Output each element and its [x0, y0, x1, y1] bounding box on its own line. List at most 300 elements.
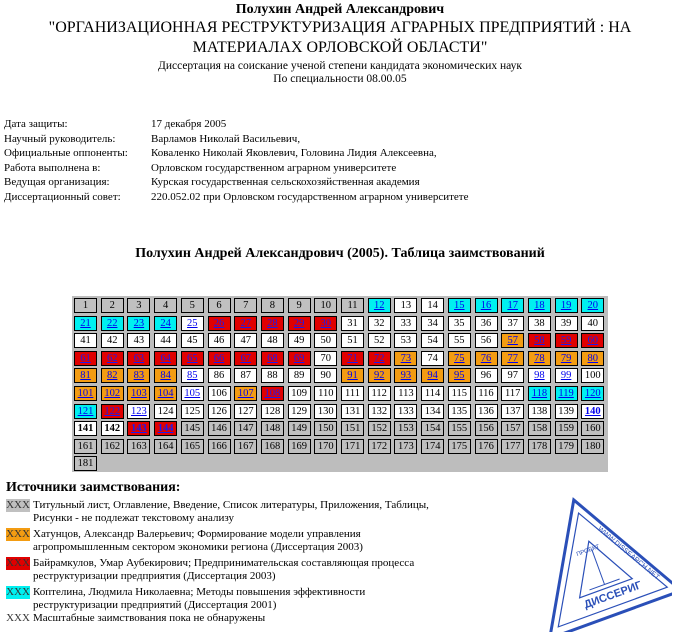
- page-cell: [448, 421, 471, 436]
- page-link-cell[interactable]: [448, 298, 471, 313]
- page-number: 128: [264, 405, 281, 417]
- borrowing-table-heading: Полухин Андрей Александрович (2005). Таблица заимствований: [135, 246, 545, 261]
- page-number: 136: [478, 405, 494, 417]
- page-link-cell[interactable]: [101, 368, 124, 383]
- page-link-cell[interactable]: [101, 316, 124, 331]
- page-cell: [501, 386, 524, 401]
- page-cell: [314, 439, 337, 454]
- legend-line-2: реструктуризации предприятия (Диссертация 2003): [33, 570, 276, 582]
- page-cell: [475, 368, 498, 383]
- page-link-cell[interactable]: [581, 298, 604, 313]
- page-link-cell[interactable]: [154, 316, 177, 331]
- page-number[interactable]: 24: [160, 317, 171, 329]
- page-link-cell[interactable]: [74, 316, 97, 331]
- page-link-cell[interactable]: [501, 333, 524, 348]
- page-number[interactable]: 18: [534, 300, 545, 311]
- page-number: 109: [291, 388, 307, 399]
- page-number[interactable]: 65: [187, 352, 198, 364]
- page-link-cell[interactable]: [528, 386, 551, 401]
- page-cell: [261, 333, 284, 348]
- page-link-cell[interactable]: [234, 316, 257, 331]
- page-link-cell[interactable]: [368, 368, 391, 383]
- page-link-cell[interactable]: [448, 368, 471, 383]
- page-number: 171: [344, 440, 361, 452]
- page-cell: [314, 404, 337, 419]
- page-number[interactable]: 73: [400, 352, 412, 364]
- page-number[interactable]: 58: [534, 335, 545, 347]
- page-number: 41: [80, 335, 91, 347]
- page-number[interactable]: 63: [133, 352, 145, 364]
- legend-text: [33, 557, 533, 583]
- page-number: 146: [211, 423, 227, 435]
- page-cell: [421, 421, 444, 436]
- page-number: 126: [211, 405, 227, 417]
- page-link-cell[interactable]: [368, 298, 391, 313]
- page-cell: [528, 421, 551, 436]
- page-cell: [394, 386, 417, 401]
- page-link-cell[interactable]: [555, 298, 578, 313]
- page-number[interactable]: 76: [480, 352, 492, 364]
- page-number: 88: [267, 370, 278, 382]
- page-number[interactable]: 62: [106, 352, 118, 364]
- page-cell: [581, 421, 604, 436]
- page-number: 8: [269, 300, 276, 311]
- page-number: 87: [240, 370, 251, 382]
- legend-text: [33, 528, 533, 554]
- page-number: 137: [504, 405, 521, 417]
- page-number[interactable]: 29: [293, 317, 305, 329]
- page-cell: [101, 298, 124, 313]
- info-label: Ведущая организация:: [4, 176, 110, 188]
- page-number[interactable]: 98: [534, 370, 545, 382]
- page-number[interactable]: 122: [104, 405, 121, 417]
- page-cell: [181, 439, 204, 454]
- page-cell: [288, 333, 311, 348]
- page-cell: [261, 421, 284, 436]
- page-number: 35: [454, 317, 465, 329]
- page-number[interactable]: 21: [80, 317, 91, 329]
- page-cell: [501, 421, 524, 436]
- page-number[interactable]: 144: [157, 423, 174, 435]
- page-number: 7: [243, 300, 249, 311]
- page-number[interactable]: 118: [531, 388, 548, 399]
- page-link-cell[interactable]: [127, 404, 150, 419]
- page-link-cell[interactable]: [181, 368, 204, 383]
- page-number: 74: [427, 352, 438, 364]
- page-number[interactable]: 94: [427, 370, 438, 382]
- page-link-cell[interactable]: [555, 386, 578, 401]
- page-number: 131: [344, 405, 361, 417]
- page-number[interactable]: 105: [184, 388, 201, 399]
- legend-text: [33, 499, 533, 525]
- page-cell: [288, 404, 311, 419]
- page-number: 160: [584, 423, 601, 435]
- page-link-cell[interactable]: [208, 316, 231, 331]
- page-cell: [448, 404, 471, 419]
- page-number: 175: [451, 440, 468, 452]
- page-link-cell[interactable]: [314, 316, 337, 331]
- page-number: 45: [187, 335, 198, 347]
- legend-swatch: XXX: [6, 557, 30, 569]
- page-number: 130: [317, 405, 334, 417]
- info-label: Дата защиты:: [4, 118, 68, 130]
- page-number: 116: [478, 388, 494, 399]
- page-number: 133: [398, 405, 414, 417]
- page-number: 56: [480, 335, 492, 347]
- page-cell: [555, 316, 578, 331]
- page-link-cell[interactable]: [261, 351, 284, 366]
- info-row: [4, 118, 468, 133]
- page-link-cell[interactable]: [74, 404, 97, 419]
- page-number: 134: [424, 405, 441, 417]
- page-number[interactable]: 66: [213, 352, 225, 364]
- page-link-cell[interactable]: [555, 351, 578, 366]
- page-link-cell[interactable]: [101, 351, 124, 366]
- page-cell: [234, 333, 257, 348]
- info-value: Коваленко Николай Яковлевич, Головина Лидия Алексеевна,: [151, 147, 437, 159]
- page-number: 168: [264, 440, 281, 452]
- page-number[interactable]: 140: [584, 405, 601, 417]
- page-number: 150: [317, 423, 334, 435]
- page-number: 154: [424, 423, 441, 435]
- page-link-cell[interactable]: [528, 351, 551, 366]
- page-link-cell[interactable]: [154, 351, 177, 366]
- page-cell: [314, 298, 337, 313]
- page-number[interactable]: 103: [131, 388, 147, 399]
- page-number: 2: [109, 300, 115, 311]
- page-number[interactable]: 19: [560, 300, 572, 311]
- page-number: 125: [184, 405, 201, 417]
- legend-swatch: XXX: [6, 612, 30, 624]
- page-number[interactable]: 91: [347, 370, 358, 382]
- page-number: 149: [291, 423, 307, 435]
- info-value: Варламов Николай Васильевич,: [151, 132, 301, 145]
- page-number[interactable]: 78: [534, 352, 545, 364]
- page-cell: [421, 316, 444, 331]
- page-cell: [234, 404, 257, 419]
- legend-text: [33, 612, 533, 625]
- page-link-cell[interactable]: [234, 351, 257, 366]
- page-number: 173: [398, 440, 414, 452]
- page-cell: [368, 439, 391, 454]
- page-cell: [314, 386, 337, 401]
- legend-line-2: агропромышленным сектором экономики региона (Диссертация 2003): [33, 541, 363, 553]
- page-link-cell[interactable]: [581, 351, 604, 366]
- page-number[interactable]: 83: [133, 370, 145, 382]
- info-row: [4, 176, 468, 191]
- page-link-cell[interactable]: [154, 368, 177, 383]
- page-number: 97: [507, 370, 518, 382]
- legend-line-1: Байрамкулов, Умар Аубекирович; Предпринимательская составляющая процесса: [33, 557, 415, 569]
- page-number: 37: [507, 317, 518, 329]
- legend-line-1: Коптелина, Людмила Николаевна; Методы повышения эффективности: [33, 586, 366, 598]
- page-number[interactable]: 68: [267, 352, 278, 364]
- page-number[interactable]: 57: [507, 335, 518, 347]
- page-link-cell[interactable]: [501, 298, 524, 313]
- page-link-cell[interactable]: [421, 368, 444, 383]
- page-number[interactable]: 102: [104, 388, 121, 399]
- page-link-cell[interactable]: [127, 386, 150, 401]
- page-number: 155: [451, 423, 468, 435]
- page-number[interactable]: 121: [77, 405, 94, 417]
- page-number[interactable]: 77: [507, 352, 518, 364]
- page-number[interactable]: 143: [131, 423, 147, 435]
- page-number: 1: [82, 300, 89, 311]
- sources-title: Источники заимствования:: [6, 480, 181, 495]
- page-cell: [581, 439, 604, 454]
- page-link-cell[interactable]: [581, 386, 604, 401]
- page-number[interactable]: 59: [560, 335, 572, 347]
- page-cell: [74, 298, 97, 313]
- page-cell: [394, 439, 417, 454]
- page-link-cell[interactable]: [127, 421, 150, 436]
- page-number[interactable]: 92: [373, 370, 385, 382]
- page-number[interactable]: 15: [454, 300, 465, 311]
- page-number[interactable]: 75: [454, 352, 465, 364]
- page-cell: [555, 421, 578, 436]
- page-number: 70: [320, 352, 332, 364]
- page-link-cell[interactable]: [475, 298, 498, 313]
- page-number: 54: [427, 335, 438, 347]
- page-number[interactable]: 64: [160, 352, 171, 364]
- page-number: 86: [213, 370, 225, 382]
- page-cell: [101, 439, 124, 454]
- page-number: 96: [480, 370, 492, 382]
- title-line-1: "ОРГАНИЗАЦИОННАЯ РЕСТРУКТУРИЗАЦИЯ АГРАРНЫХ ПРЕДПРИЯТИЙ : НА: [48, 19, 632, 36]
- page-number[interactable]: 85: [187, 370, 198, 382]
- page-cell: [475, 316, 498, 331]
- page-cell: [394, 404, 417, 419]
- page-link-cell[interactable]: [581, 404, 604, 419]
- page-link-cell[interactable]: [127, 368, 150, 383]
- page-cell: [261, 404, 284, 419]
- page-link-cell[interactable]: [501, 351, 524, 366]
- page-number[interactable]: 16: [480, 300, 492, 311]
- borrowing-grid: [72, 296, 608, 472]
- page-number[interactable]: 17: [507, 300, 518, 311]
- page-cell: [74, 456, 97, 471]
- page-cell: [475, 439, 498, 454]
- page-cell: [208, 439, 231, 454]
- page-number[interactable]: 119: [558, 388, 574, 399]
- page-link-cell[interactable]: [181, 351, 204, 366]
- page-number[interactable]: 99: [560, 370, 572, 382]
- page-link-cell[interactable]: [288, 316, 311, 331]
- page-link-cell[interactable]: [74, 351, 97, 366]
- page-number[interactable]: 101: [77, 388, 94, 399]
- page-number[interactable]: 30: [320, 317, 332, 329]
- page-number: 157: [504, 423, 521, 435]
- page-number[interactable]: 81: [80, 370, 91, 382]
- info-value: Курская государственная сельскохозяйственная академия: [151, 176, 420, 188]
- page-number: 180: [584, 440, 601, 452]
- specialty-line: По специальности 08.00.05: [273, 73, 407, 85]
- page-cell: [501, 368, 524, 383]
- page-number: 33: [400, 317, 412, 329]
- page-number: 52: [373, 335, 385, 347]
- page-cell: [368, 421, 391, 436]
- page-number: 47: [240, 335, 251, 347]
- page-number[interactable]: 95: [454, 370, 465, 382]
- info-value: Орловском государственном аграрном университете: [151, 161, 397, 174]
- title-line-2: МАТЕРИАЛАХ ОРЛОВСКОЙ ОБЛАСТИ": [192, 39, 488, 56]
- page-link-cell[interactable]: [74, 368, 97, 383]
- page-cell: [101, 333, 124, 348]
- page-cell: [475, 421, 498, 436]
- page-cell: [581, 316, 604, 331]
- page-cell: [127, 333, 150, 348]
- page-link-cell[interactable]: [154, 421, 177, 436]
- page-number[interactable]: 71: [347, 352, 358, 364]
- page-number[interactable]: 79: [560, 352, 572, 364]
- page-link-cell[interactable]: [341, 351, 364, 366]
- page-number: 38: [534, 317, 545, 329]
- page-cell: [341, 316, 364, 331]
- page-link-cell[interactable]: [101, 386, 124, 401]
- page-number: 158: [531, 423, 548, 435]
- page-cell: [448, 333, 471, 348]
- page-cell: [421, 298, 444, 313]
- dissearch-stamp-logo: [520, 490, 672, 632]
- page-link-cell[interactable]: [181, 386, 204, 401]
- page-link-cell[interactable]: [234, 386, 257, 401]
- page-number: 10: [320, 300, 332, 311]
- page-link-cell[interactable]: [448, 351, 471, 366]
- info-value: 220.052.02 при Орловском государственном аграрном университете: [151, 190, 469, 203]
- page-number[interactable]: 93: [400, 370, 412, 382]
- page-number[interactable]: 60: [587, 335, 599, 347]
- page-number: 113: [398, 388, 414, 399]
- page-link-cell[interactable]: [288, 351, 311, 366]
- page-cell: [528, 316, 551, 331]
- page-cell: [181, 298, 204, 313]
- legend-line-2: реструктуризации предприятий (Диссертация 2001): [33, 599, 277, 611]
- stamp-small-text: ПРОЕКТ: [575, 544, 601, 559]
- page-link-cell[interactable]: [368, 351, 391, 366]
- page-cell: [288, 386, 311, 401]
- page-link-cell[interactable]: [208, 351, 231, 366]
- page-number: 164: [157, 440, 174, 452]
- page-cell: [181, 404, 204, 419]
- legend-line-1: Титульный лист, Оглавление, Введение, Список литературы, Приложения, Таблицы,: [33, 499, 429, 511]
- page-cell: [181, 333, 204, 348]
- page-cell: [314, 351, 337, 366]
- page-link-cell[interactable]: [528, 368, 551, 383]
- page-number: 162: [104, 440, 121, 452]
- page-cell: [368, 333, 391, 348]
- page-cell: [208, 298, 231, 313]
- page-cell: [208, 333, 231, 348]
- page-cell: [501, 404, 524, 419]
- page-number: 3: [136, 300, 142, 311]
- page-cell: [208, 404, 231, 419]
- page-cell: [341, 421, 364, 436]
- page-number: 138: [531, 405, 548, 417]
- page-cell: [475, 386, 498, 401]
- page-number[interactable]: 23: [133, 317, 145, 329]
- page-link-cell[interactable]: [261, 316, 284, 331]
- page-link-cell[interactable]: [181, 316, 204, 331]
- page-number[interactable]: 72: [373, 352, 385, 364]
- page-link-cell[interactable]: [74, 386, 97, 401]
- legend-swatch: XXX: [6, 528, 30, 540]
- page-link-cell[interactable]: [528, 333, 551, 348]
- page-cell: [368, 386, 391, 401]
- page-cell: [448, 386, 471, 401]
- page-number: 31: [347, 317, 358, 329]
- page-number[interactable]: 28: [267, 317, 278, 329]
- page-number[interactable]: 108: [264, 388, 281, 399]
- page-number[interactable]: 61: [80, 352, 91, 364]
- page-link-cell[interactable]: [261, 386, 284, 401]
- page-number[interactable]: 12: [373, 300, 385, 311]
- page-link-cell[interactable]: [154, 386, 177, 401]
- page-link-cell[interactable]: [394, 351, 417, 366]
- page-number: 5: [189, 300, 195, 311]
- legend-line-1: Хатунцов, Александр Валерьевич; Формирование модели управления: [33, 528, 361, 540]
- page-link-cell[interactable]: [475, 351, 498, 366]
- page-number[interactable]: 20: [587, 300, 599, 311]
- page-link-cell[interactable]: [127, 316, 150, 331]
- page-link-cell[interactable]: [555, 368, 578, 383]
- page-number[interactable]: 69: [293, 352, 305, 364]
- info-label: Научный руководитель:: [4, 132, 116, 145]
- page-cell: [288, 421, 311, 436]
- page-number[interactable]: 67: [240, 352, 251, 364]
- page-number[interactable]: 27: [240, 317, 251, 329]
- page-link-cell[interactable]: [581, 333, 604, 348]
- page-cell: [421, 351, 444, 366]
- page-cell: [581, 368, 604, 383]
- page-number[interactable]: 123: [131, 405, 147, 417]
- page-cell: [101, 421, 124, 436]
- page-number[interactable]: 107: [237, 388, 254, 399]
- page-link-cell[interactable]: [555, 333, 578, 348]
- page-number[interactable]: 120: [584, 388, 601, 399]
- dissertation-info-table: [4, 118, 468, 205]
- page-number: 152: [371, 423, 388, 435]
- page-cell: [421, 386, 444, 401]
- page-cell: [341, 404, 364, 419]
- page-cell: [261, 439, 284, 454]
- page-cell: [74, 333, 97, 348]
- page-link-cell[interactable]: [341, 368, 364, 383]
- page-number: 129: [291, 405, 307, 417]
- page-link-cell[interactable]: [394, 368, 417, 383]
- page-number[interactable]: 82: [106, 370, 118, 382]
- page-number: 139: [558, 405, 574, 417]
- info-label: Официальные оппоненты:: [4, 147, 128, 159]
- page-number[interactable]: 26: [213, 317, 225, 329]
- page-number[interactable]: 104: [157, 388, 174, 399]
- page-number[interactable]: 22: [106, 317, 118, 329]
- page-link-cell[interactable]: [127, 351, 150, 366]
- page-number[interactable]: 25: [187, 317, 198, 329]
- page-link-cell[interactable]: [101, 404, 124, 419]
- page-number: 161: [77, 440, 94, 452]
- page-cell: [555, 439, 578, 454]
- page-number: 117: [505, 388, 521, 399]
- page-number[interactable]: 84: [160, 370, 171, 382]
- page-number: 151: [344, 423, 361, 435]
- page-number: 124: [157, 405, 174, 417]
- page-number: 172: [371, 440, 388, 452]
- info-row: [4, 191, 468, 206]
- page-cell: [528, 439, 551, 454]
- dissertation-title: [0, 18, 680, 58]
- page-number[interactable]: 80: [587, 352, 599, 364]
- page-link-cell[interactable]: [528, 298, 551, 313]
